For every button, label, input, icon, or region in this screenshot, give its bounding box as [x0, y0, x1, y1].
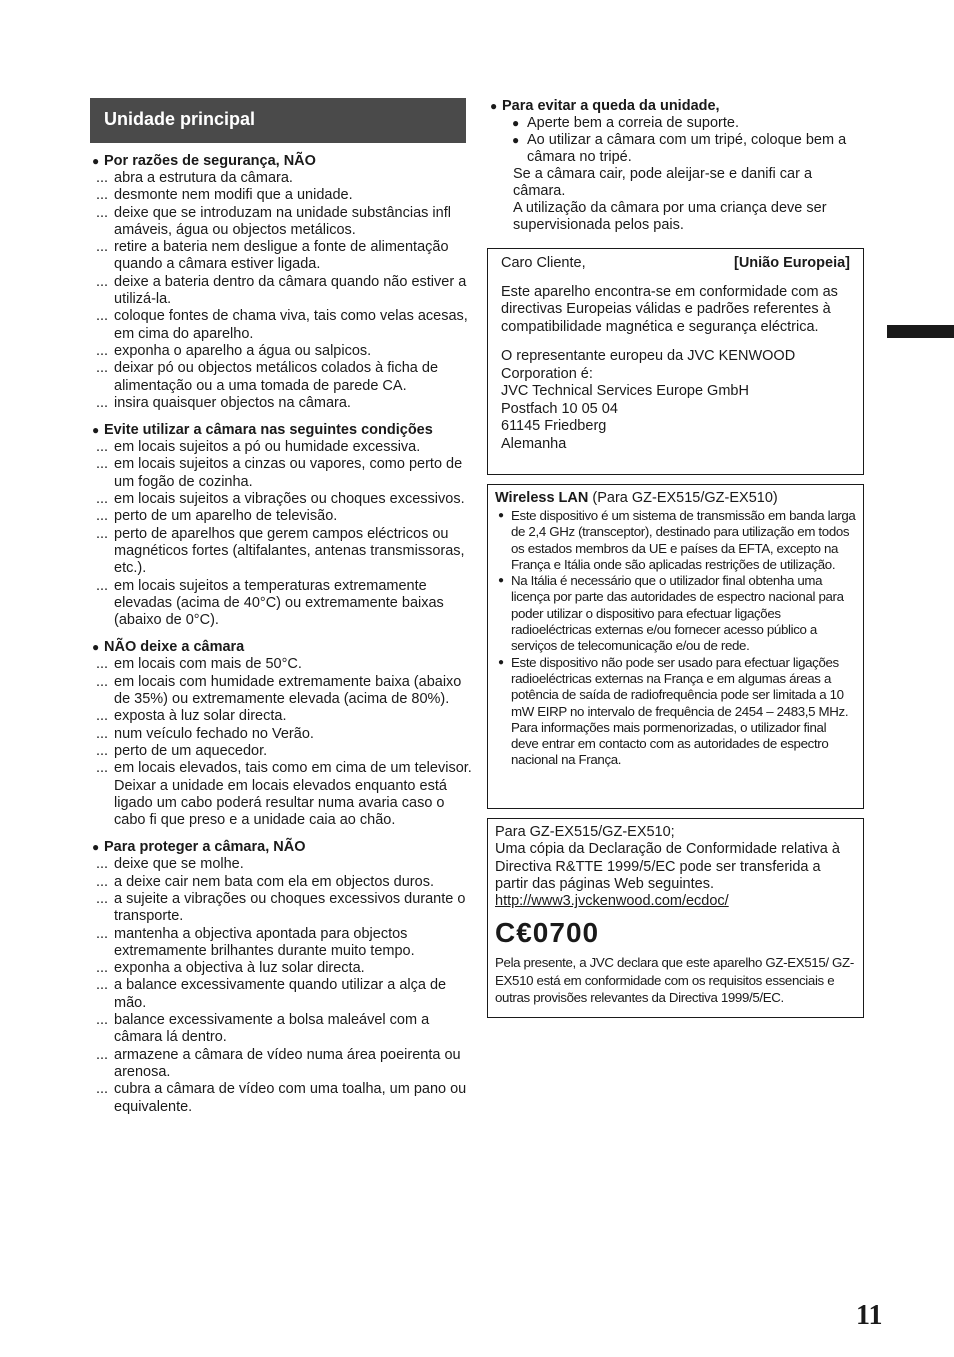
address-line: JVC Technical Services Europe GmbH	[501, 383, 749, 399]
safety-section	[90, 839, 475, 1115]
safety-section	[90, 422, 475, 629]
ellipsis-marker: ...	[96, 977, 109, 994]
chapter-tab-marker	[887, 325, 954, 338]
section-title: Para proteger a câmara, NÃO	[104, 839, 306, 856]
list-item	[90, 578, 475, 630]
bullet-icon: ●	[92, 423, 100, 438]
list-item-text: retire a bateria nem desligue a fonte de alimentação quando a câmara estiver ligada.	[114, 239, 449, 273]
list-item	[90, 187, 475, 204]
ellipsis-marker: ...	[96, 239, 109, 256]
wlan-bullets	[495, 508, 856, 769]
list-item-text: armazene a câmara de vídeo numa área poeirenta ou arenosa.	[114, 1046, 461, 1080]
page-number: 11	[856, 1300, 883, 1331]
bullet-icon: ●	[498, 510, 504, 521]
list-item-text: em locais elevados, tais como em cima de um televisor. Deixar a unidade em locais elevados enquanto está ligado um cabo poderá resultar numa avaria caso o cabo fi que preso e a unidade caia ao chão.	[114, 760, 472, 829]
list-item-text: perto de um aparelho de televisão.	[114, 508, 338, 525]
list-item	[90, 343, 475, 360]
list-item	[90, 760, 475, 829]
list-item	[90, 491, 475, 508]
ellipsis-marker: ...	[96, 960, 109, 977]
list-item	[90, 1081, 475, 1116]
ellipsis-marker: ...	[96, 342, 109, 359]
list-item-text: exposta à luz solar directa.	[114, 708, 287, 725]
eu-greeting: Caro Cliente,	[501, 255, 586, 271]
list-item	[90, 439, 475, 456]
ellipsis-marker: ...	[96, 656, 109, 673]
wlan-bullet	[495, 508, 856, 573]
list-item	[90, 874, 475, 891]
list-item-text: em locais com humidade extremamente baixa (abaixo de 35%) ou extremamente elevada (acima de 80%).	[114, 673, 462, 708]
list-item-text: coloque fontes de chama viva, tais como velas acesas, em cima do aparelho.	[114, 308, 468, 342]
left-sections	[90, 153, 475, 1116]
section-title: Por razões de segurança, NÃO	[104, 153, 316, 169]
list-item-text: abra a estrutura da câmara.	[114, 170, 293, 186]
ellipsis-marker: ...	[96, 308, 109, 325]
bullet-icon: ●	[92, 640, 100, 655]
list-item	[90, 708, 475, 725]
section-heading	[90, 153, 475, 170]
list-item-text: em locais sujeitos a vibrações ou choques excessivos.	[114, 491, 465, 508]
wlan-bullet-text: Este dispositivo não pode ser usado para efectuar ligações radioeléctricas externas na França e em algumas áreas a potência de saída de radiofrequência pode ser limitada a 10 mW EIRP no intervalo de frequência de 2454 – 2483,5 MHz. Para informações mais pormenorizadas, o utilizador final deve entrar em contacto com as autoridades de espectro nacional na França.	[511, 654, 849, 768]
address-line: 61145 Friedberg	[501, 418, 607, 434]
wlan-bullet	[495, 655, 856, 769]
ellipsis-marker: ...	[96, 1081, 109, 1098]
bullet-icon: ●	[498, 656, 504, 668]
wlan-bullet-text: Na Itália é necessário que o utilizador final obtenha uma licença por parte das autoridades de espectro nacional para poder utilizar o dispositivo para efectuar ligações radioeléctricas externas e/ou fornecer acesso público a serviços de telecomunicação e/ou de rede.	[511, 573, 844, 654]
eu-notice-box	[487, 248, 864, 475]
list-item	[90, 743, 475, 760]
eu-header-row	[501, 255, 850, 273]
fall-bullet	[488, 132, 868, 166]
fall-bullet-text: Ao utilizar a câmara com um tripé, coloque bem a câmara no tripé.	[527, 132, 847, 165]
wlan-title: Wireless LAN	[495, 490, 589, 506]
list-item-text: a deixe cair nem bata com ela em objectos duros.	[114, 873, 434, 890]
list-item	[90, 726, 475, 743]
list-item-text: deixe que se molhe.	[114, 856, 244, 873]
list-item-text: a sujeite a vibrações ou choques excessivos durante o transporte.	[114, 890, 466, 925]
list-item-text: mantenha a objectiva apontada para objectos extremamente brilhantes durante muito tempo.	[114, 925, 415, 959]
section-title: Evite utilizar a câmara nas seguintes condições	[104, 422, 433, 439]
fall-note: A utilização da câmara por uma criança deve ser supervisionada pelos pais.	[513, 200, 827, 233]
section-title: NÃO deixe a câmara	[104, 639, 245, 656]
doc-url-link[interactable]: http://www3.jvckenwood.com/ecdoc/	[495, 893, 729, 910]
eu-address	[501, 348, 850, 453]
list-item	[90, 856, 475, 873]
list-item-text: desmonte nem modifi que a unidade.	[114, 187, 353, 204]
ellipsis-marker: ...	[96, 577, 109, 594]
list-item-text: em locais sujeitos a temperaturas extremamente elevadas (acima de 40°C) ou extremamente baixas (abaixo de 0°C).	[114, 577, 444, 629]
address-line: Corporation é:	[501, 365, 593, 382]
list-item-text: balance excessivamente a bolsa maleável com a câmara lá dentro.	[114, 1012, 430, 1046]
list-item	[90, 456, 475, 491]
list-item	[90, 395, 475, 412]
list-item	[90, 526, 475, 578]
bullet-icon: ●	[490, 99, 498, 113]
wlan-heading	[495, 490, 856, 507]
bullet-icon: ●	[498, 575, 504, 587]
section-heading	[90, 422, 475, 439]
doc-models: Para GZ-EX515/GZ-EX510;	[495, 824, 675, 840]
ellipsis-marker: ...	[96, 394, 109, 411]
list-item-text: em locais sujeitos a pó ou humidade excessiva.	[114, 439, 421, 456]
list-item-text: deixar pó ou objectos metálicos colados à ficha de alimentação ou a uma tomada de parede CA.	[114, 360, 439, 394]
list-item	[90, 205, 475, 240]
list-item	[90, 960, 475, 977]
list-item-text: num veículo fechado no Verão.	[114, 725, 314, 742]
ellipsis-marker: ...	[96, 456, 109, 473]
fall-heading	[488, 98, 868, 115]
list-item	[90, 1012, 475, 1047]
ellipsis-marker: ...	[96, 1046, 109, 1063]
ellipsis-marker: ...	[96, 491, 109, 508]
fall-bullet-text: Aperte bem a correia de suporte.	[527, 115, 739, 131]
ellipsis-marker: ...	[96, 673, 109, 690]
wlan-models: (Para GZ-EX515/GZ-EX510)	[592, 490, 778, 506]
ellipsis-marker: ...	[96, 856, 109, 873]
bullet-icon: ●	[92, 154, 100, 168]
fall-note: Se a câmara cair, pode aleijar-se e danifi car a câmara.	[513, 166, 813, 199]
doc-declaration: Pela presente, a JVC declara que este aparelho GZ-EX515/ GZ-EX510 está em conformidade com os requisitos essenciais e outras provisões relevantes da Directiva 1999/5/EC.	[495, 955, 854, 1006]
list-item	[90, 360, 475, 395]
ellipsis-marker: ...	[96, 925, 109, 942]
list-item-text: exponha o aparelho a água ou salpicos.	[114, 342, 372, 359]
declaration-box	[487, 818, 864, 1018]
left-column	[90, 98, 475, 1116]
list-item	[90, 508, 475, 525]
list-item-text: cubra a câmara de vídeo com uma toalha, um pano ou equivalente.	[114, 1081, 467, 1115]
eu-paragraph: Este aparelho encontra-se em conformidade com as directivas Europeias válidas e padrões referentes à compatibilidade magnética e segurança eléctrica.	[501, 283, 838, 335]
address-line: Postfach 10 05 04	[501, 400, 618, 417]
ellipsis-marker: ...	[96, 439, 109, 456]
list-item-text: perto de aparelhos que gerem campos eléctricos ou magnéticos fortes (altifalantes, antenas transmissoras, etc.).	[114, 525, 465, 577]
list-item-text: em locais sujeitos a cinzas ou vapores, como perto de um fogão de cozinha.	[114, 456, 463, 490]
list-item	[90, 891, 475, 926]
safety-section	[90, 639, 475, 829]
wireless-lan-box	[487, 484, 864, 809]
list-item-text: deixe que se introduzam na unidade substâncias infl amáveis, água ou objectos metálicos.	[114, 204, 451, 238]
list-item-text: insira quaisquer objectos na câmara.	[114, 394, 351, 411]
fall-prevention	[488, 98, 868, 234]
safety-section	[90, 153, 475, 412]
ellipsis-marker: ...	[96, 708, 109, 725]
list-item-text: em locais com mais de 50°C.	[114, 656, 302, 673]
wlan-bullet-text: Este dispositivo é um sistema de transmissão em banda larga de 2,4 GHz (transceptor), destinado para utilização em todos os estados membros da UE e países da EFTA, excepto na França e Itália onde são aplicadas restrições de utilização.	[511, 508, 856, 572]
list-item-text: exponha a objectiva à luz solar directa.	[114, 960, 365, 977]
bullet-icon: ●	[512, 133, 520, 147]
list-item	[90, 308, 475, 343]
ellipsis-marker: ...	[96, 1012, 109, 1029]
section-heading	[90, 639, 475, 656]
ellipsis-marker: ...	[96, 187, 109, 204]
section-heading	[90, 839, 475, 856]
section-header: Unidade principal	[90, 98, 466, 143]
list-item	[90, 274, 475, 309]
wlan-bullet	[495, 573, 856, 654]
doc-text: Uma cópia da Declaração de Conformidade relativa à Directiva R&TTE 1999/5/EC pode ser transferida a partir das páginas Web seguintes.	[495, 841, 840, 892]
ellipsis-marker: ...	[96, 170, 109, 186]
address-line: Alemanha	[501, 435, 567, 452]
ellipsis-marker: ...	[96, 273, 109, 290]
ellipsis-marker: ...	[96, 525, 109, 542]
ellipsis-marker: ...	[96, 725, 109, 742]
fall-title: Para evitar a queda da unidade,	[502, 98, 720, 114]
list-item	[90, 977, 475, 1012]
ellipsis-marker: ...	[96, 360, 109, 377]
list-item	[90, 926, 475, 961]
fall-bullet	[488, 115, 868, 132]
ce-mark-logo: C€0700	[495, 917, 600, 949]
list-item	[90, 674, 475, 709]
ellipsis-marker: ...	[96, 890, 109, 907]
ellipsis-marker: ...	[96, 760, 109, 777]
list-item-text: deixe a bateria dentro da câmara quando não estiver a utilizá-la.	[114, 273, 467, 308]
ellipsis-marker: ...	[96, 873, 109, 890]
list-item	[90, 239, 475, 274]
bullet-icon: ●	[512, 116, 520, 130]
address-line: O representante europeu da JVC KENWOOD	[501, 348, 796, 364]
list-item-text: a balance excessivamente quando utilizar a alça de mão.	[114, 977, 447, 1011]
ellipsis-marker: ...	[96, 508, 109, 525]
list-item-text: perto de um aquecedor.	[114, 742, 268, 759]
list-item	[90, 1047, 475, 1082]
list-item	[90, 656, 475, 673]
ellipsis-marker: ...	[96, 742, 109, 759]
ellipsis-marker: ...	[96, 204, 109, 221]
bullet-icon: ●	[92, 840, 100, 855]
eu-region: [União Europeia]	[733, 255, 850, 271]
list-item	[90, 170, 475, 187]
